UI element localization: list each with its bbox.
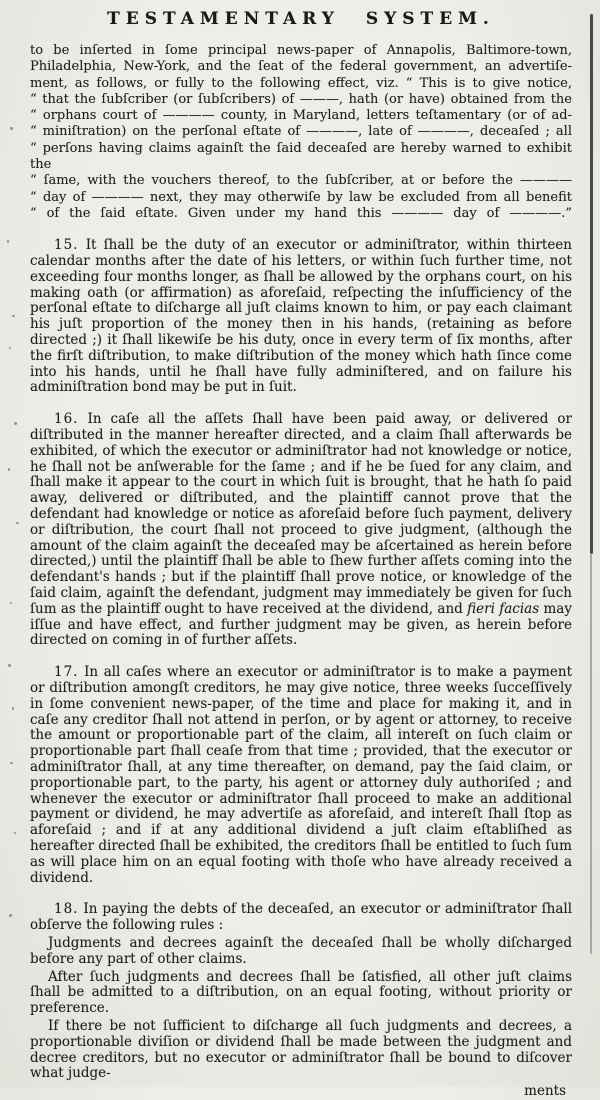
- scan-artifact-line: [590, 554, 592, 954]
- notice-line: “ perſons having claims againſt the ſaid deceaſed are hereby warned to exhibit the: [30, 140, 572, 173]
- rule-paragraph-proportionable: If there be not ſufficient to diſcharge all ſuch judgments and decrees, a proportionable diviſion or dividend ſhall be made between the judgment and decree creditors, but no executor or adminiſtrator ſhall be bound to diſcover what judge-: [30, 1017, 572, 1082]
- notice-line: “ miniſtration) on the perſonal eſtate of ————, late of ————, deceaſed ; all: [30, 124, 572, 140]
- section-number: 15.: [54, 237, 79, 254]
- notice-line: “ ſame, with the vouchers thereof, to the ſubſcriber, at or before the ————: [30, 173, 572, 189]
- section-text: It ſhall be the duty of an executor or adminiſtrator, within thirteen calendar months after the date of his letters, or within ſuch further time, not exceeding four months longer, as ſhall be allowed by the orphans court, on his making oath (or affirmation) as aforeſaid, reſpecting the inſufficiency of the perſonal eſtate to diſcharge all juſt claims known to him, or pay each claimant his juſt proportion of the money then in his hands, (retaining as before directed ;) it ſhall likewiſe be his duty, once in every term of ſix months, after the firſt diſtribution, to make diſtribution of the money which hath ſince come into his hands, until he ſhall have fully adminiſtered, and on failure his adminiſtration bond may be put in ſuit.: [30, 237, 572, 396]
- scan-speck: [8, 664, 11, 667]
- scan-speck: [9, 914, 12, 917]
- notice-line: ment, as follows, or fully to the following effect, viz. “ This is to give notice,: [30, 75, 572, 91]
- scan-speck: [10, 762, 13, 764]
- scan-speck: [12, 315, 15, 317]
- section-18-paragraph: [30, 902, 572, 934]
- section-text: In paying the debts of the deceaſed, an executor or adminiſtrator ſhall obſerve the following rules :: [30, 901, 573, 934]
- notice-line: “ orphans court of ———— county, in Maryland, letters teſtamentary (or of ad-: [30, 108, 572, 124]
- section-text: In all caſes where an executor or adminiſtrator is to make a payment or diſtribution amongſt creditors, he may give notice, three weeks ſucceſſively in ſome convenient news-paper, of the time and place for making it, and in caſe any creditor ſhall not attend in perſon, or by agent or attorney, to receive the amount or proportionable part of the claim, all intereſt on ſuch claim or proportionable part ſhall ceaſe from that time ; provided, that the executor or adminiſtrator ſhall, at any time thereafter, on demand, pay the ſaid claim, or proportionable part, to the party, his agent or attorney duly authoriſed ; and whenever the executor or adminiſtrator ſhall proceed to make an additional payment or dividend, he may advertiſe as aforeſaid, and intereſt ſhall ſtop as aforeſaid ; and if at any additional dividend a juſt claim eſtabliſhed as hereafter directed ſhall be exhibited, the creditors ſhall be entitled to ſuch ſum as will place him on an equal footing with thoſe who have already received a dividend.: [30, 664, 573, 886]
- notice-line: “ day of ———— next, they may otherwiſe by law be excluded from all benefit: [30, 189, 572, 205]
- latin-phrase-italic: fieri facias: [467, 600, 540, 617]
- section-text: may iſſue and have effect, and further judgment may be given, as herein before directed on coming in of further aſſets.: [30, 600, 572, 649]
- notice-line: “ of the ſaid eſtate. Given under my hand this ———— day of ————.”: [30, 205, 572, 221]
- scan-speck: [14, 832, 16, 834]
- section-16-paragraph: [30, 412, 572, 649]
- catchword: ments: [524, 1083, 566, 1100]
- notice-line: Philadelphia, New-York, and the ſeat of the federal government, an advertiſe-: [30, 59, 572, 75]
- section-text: In caſe all the aſſets ſhall have been paid away, or delivered or diſtributed in the manner hereafter directed, and a claim ſhall afterwards be exhibited, of which the executor or adminiſtrator had not knowledge or notice, he ſhall not be anſwerable for the ſame ; and if he be ſued for any claim, and ſhall make it appear to the court in which ſuit is brought, that he hath ſo paid away, delivered or diſtributed, and the plaintiff cannot prove that the defendant had knowledge or notice as aforeſaid before ſuch payment, delivery or diſtribution, the court ſhall not proceed to give judgment, (although the amount of the claim againſt the deceaſed may be aſcertained as herein before directed,) until the plaintiff ſhall be able to ſhew further aſſets coming into the defendant's hands ; but if the plaintiff ſhall prove notice, or knowledge of the ſaid claim, againſt the defendant, judgment may immediately be given for ſuch ſum as the plaintiff ought to have received at the dividend, and: [30, 411, 572, 617]
- rule-paragraph-distribution: After ſuch judgments and decrees ſhall be ſatisfied, all other juſt claims ſhall be admitted to a diſtribution, on an equal footing, without priority or preference.: [30, 968, 572, 1017]
- scan-speck: [9, 347, 11, 349]
- section-number: 16.: [54, 411, 79, 428]
- scan-speck: [10, 602, 12, 604]
- section-15-paragraph: [30, 238, 572, 396]
- scan-speck: [14, 422, 17, 425]
- scan-speck: [7, 240, 9, 243]
- notice-line: “ that the ſubſcriber (or ſubſcribers) of ———, hath (or have) obtained from the: [30, 91, 572, 107]
- scan-artifact-line: [590, 14, 593, 554]
- notice-line: to be inſerted in ſome principal news-paper of Annapolis, Baltimore-town,: [30, 43, 572, 58]
- section-number: 17.: [54, 664, 79, 681]
- scan-speck: [12, 707, 14, 710]
- section-number: 18.: [54, 901, 79, 918]
- scan-speck: [372, 1026, 375, 1029]
- notice-block: [30, 43, 572, 222]
- scan-speck: [8, 468, 10, 471]
- scan-speck: [300, 1024, 303, 1029]
- scan-speck: [16, 522, 19, 524]
- section-17-paragraph: [30, 665, 572, 886]
- rule-paragraph-judgments: Judgments and decrees againſt the deceaſed ſhall be wholly diſcharged before any part of other claims.: [30, 934, 572, 967]
- page-title: TESTAMENTARY SYSTEM.: [107, 9, 495, 29]
- scan-speck: [10, 127, 13, 130]
